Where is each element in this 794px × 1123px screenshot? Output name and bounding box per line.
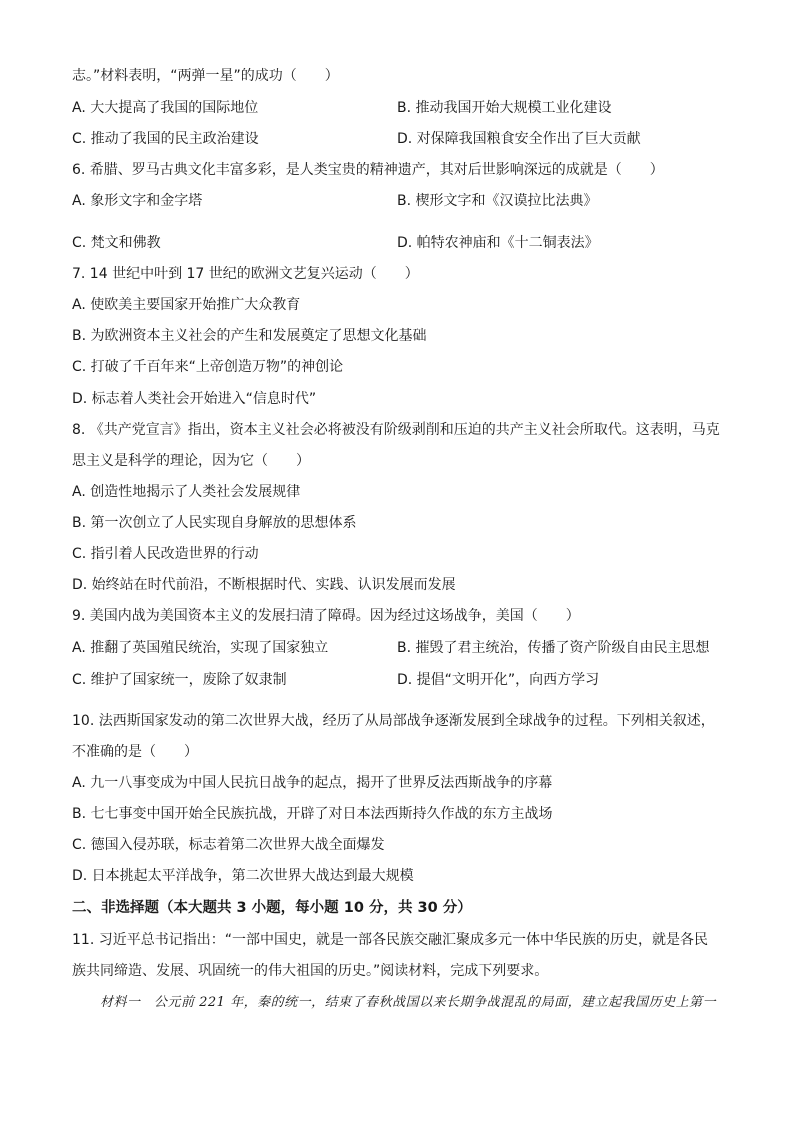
section-2-heading: 二、非选择题（本大题共 3 小题，每小题 10 分，共 30 分） [72,900,472,916]
question-9-stem: 9. 美国内战为美国资本主义的发展扫清了障碍。因为经过这场战争，美国（ ） [72,608,580,624]
q5-option-b: B. 推动我国开始大规模工业化建设 [397,100,612,116]
q8-option-d: D. 始终站在时代前沿，不断根据时代、实践、认识发展而发展 [72,577,456,593]
question-7-stem: 7. 14 世纪中叶到 17 世纪的欧洲文艺复兴运动（ ） [72,266,419,282]
q9-option-c: C. 维护了国家统一，废除了奴隶制 [72,672,287,688]
q7-option-c: C. 打破了千百年来“上帝创造万物”的神创论 [72,359,344,375]
q5-option-a: A. 大大提高了我国的国际地位 [72,100,259,116]
question-8-stem-line-2: 思主义是科学的理论，因为它（ ） [72,453,310,469]
question-10-stem-line-2: 不准确的是（ ） [72,744,198,760]
q6-option-d: D. 帕特农神庙和《十二铜表法》 [397,235,599,251]
question-11-stem-line-2: 族共同缔造、发展、巩固统一的伟大祖国的历史。”阅读材料，完成下列要求。 [72,963,549,979]
q7-option-b: B. 为欧洲资本主义社会的产生和发展奠定了思想文化基础 [72,328,427,344]
q6-option-b: B. 楔形文字和《汉谟拉比法典》 [397,193,598,209]
q6-option-c: C. 梵文和佛教 [72,235,161,251]
q10-option-c: C. 德国入侵苏联，标志着第二次世界大战全面爆发 [72,837,385,853]
q7-option-d: D. 标志着人类社会开始进入“信息时代” [72,391,317,407]
question-5-stem-end: 志。”材料表明，“两弹一星”的成功（ ） [72,68,339,84]
question-11-stem-line-1: 11. 习近平总书记指出：“一部中国史，就是一部各民族交融汇聚成多元一体中华民族的历史，就是各民 [72,932,708,948]
question-8-stem-line-1: 8. 《共产党宣言》指出，资本主义社会必将被没有阶级剥削和压迫的共产主义社会所取代。这表明，马克 [72,422,720,438]
material-1-text: 材料一 公元前 221 年，秦的统一，结束了春秋战国以来长期争战混乱的局面，建立起我国历史上第一 [100,995,717,1010]
q6-option-a: A. 象形文字和金字塔 [72,193,203,209]
q9-option-d: D. 提倡“文明开化”，向西方学习 [397,672,600,688]
q8-option-a: A. 创造性地揭示了人类社会发展规律 [72,484,301,500]
question-10-stem-line-1: 10. 法西斯国家发动的第二次世界大战，经历了从局部战争逐渐发展到全球战争的过程。下列相关叙述， [72,713,715,729]
q7-option-a: A. 使欧美主要国家开始推广大众教育 [72,297,301,313]
q5-option-c: C. 推动了我国的民主政治建设 [72,131,259,147]
q10-option-d: D. 日本挑起太平洋战争，第二次世界大战达到最大规模 [72,868,414,884]
q9-option-b: B. 摧毁了君主统治，传播了资产阶级自由民主思想 [397,640,710,656]
q5-option-d: D. 对保障我国粮食安全作出了巨大贡献 [397,131,641,147]
q9-option-a: A. 推翻了英国殖民统治，实现了国家独立 [72,640,329,656]
q10-option-b: B. 七七事变中国开始全民族抗战，开辟了对日本法西斯持久作战的东方主战场 [72,806,553,822]
question-6-stem: 6. 希腊、罗马古典文化丰富多彩，是人类宝贵的精神遗产，其对后世影响深远的成就是（ ） [72,162,664,178]
q8-option-c: C. 指引着人民改造世界的行动 [72,546,259,562]
q10-option-a: A. 九一八事变成为中国人民抗日战争的起点，揭开了世界反法西斯战争的序幕 [72,775,553,791]
q8-option-b: B. 第一次创立了人民实现自身解放的思想体系 [72,515,357,531]
